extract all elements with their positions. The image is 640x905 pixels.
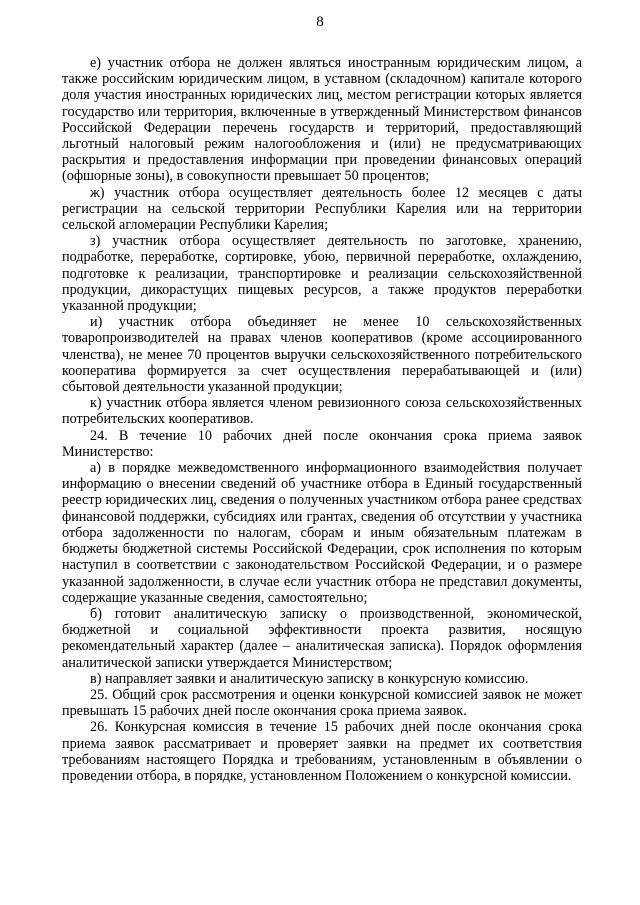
paragraph-24-a: а) в порядке межведомственного информационного взаимодействия получает информацию о внесении сведений об участнике отбора в Единый государственный реестр юридических лиц, сведения о полученных участником отбора ранее средствах финансовой поддержки, субсидиях или грантах, сведения об отсутствии у участника отбора задолженности по налогам, сборам и иным обязательным платежам в бюджеты бюджетной системы Российской Федерации, срок исполнения по которым наступил в соответствии с законодательством Российской Федерации, и о размере указанной задолженности, в случае если участник отбора не представил документы, содержащие указанные сведения, самостоятельно;	[62, 460, 582, 606]
page-number: 8	[316, 14, 324, 30]
paragraph-24-b: б) готовит аналитическую записку о производственной, экономической, бюджетной и социальной эффективности проекта развития, носящую рекомендательный характер (далее – аналитическая записка). Порядок оформления аналитической записки утверждается Министерством;	[62, 605, 582, 671]
paragraph-z: з) участник отбора осуществляет деятельность по заготовке, хранению, подработке, переработке, сортировке, убою, первичной переработке, охлаждению, подготовке к реализации, транспортировке и реализации сельскохозяйственной продукции, дикорастущих пищевых ресурсов, а также продуктов переработки указанной продукции;	[62, 233, 582, 315]
paragraph-i: и) участник отбора объединяет не менее 10 сельскохозяйственных товаропроизводителей на правах членов кооперативов (кроме ассоциированного членства), не менее 70 процентов выручки сельскохозяйственного потребительского кооператива формируется за счет осуществления перерабатывающей и (или) сбытовой деятельности указанной продукции;	[62, 314, 582, 396]
paragraph-26: 26. Конкурсная комиссия в течение 15 рабочих дней после окончания срока приема заявок рассматривает и проверяет заявки на предмет их соответствия требованиям настоящего Порядка и требованиям, установленным в объявлении о проведении отбора, в порядке, установленном Положением о конкурсной комиссии.	[62, 719, 582, 784]
paragraph-25: 25. Общий срок рассмотрения и оценки конкурсной комиссией заявок не может превышать 15 рабочих дней после окончания срока приема заявок.	[62, 686, 582, 720]
document-body	[62, 55, 582, 784]
paragraph-k: к) участник отбора является членом ревизионного союза сельскохозяйственных потребительских кооперативов.	[62, 395, 582, 428]
paragraph-e: е) участник отбора не должен являться иностранным юридическим лицом, а также российским юридическим лицом, в уставном (складочном) капитале которого доля участия иностранных юридических лиц, местом регистрации которых является государство или территория, включенные в утвержденный Министерством финансов Российской Федерации перечень государств и территорий, предоставляющий льготный налоговый режим налогообложения и (или) не предусматривающих раскрытия и предоставления информации при проведении финансовых операций (офшорные зоны), в совокупности превышает 50 процентов;	[62, 55, 582, 185]
paragraph-zh: ж) участник отбора осуществляет деятельность более 12 месяцев с даты регистрации на сельской территории Республики Карелия или на территории сельской агломерации Республики Карелия;	[62, 184, 582, 234]
paragraph-24: 24. В течение 10 рабочих дней после окончания срока приема заявок Министерство:	[62, 427, 582, 460]
paragraph-24-v: в) направляет заявки и аналитическую записку в конкурсную комиссию.	[90, 670, 529, 687]
